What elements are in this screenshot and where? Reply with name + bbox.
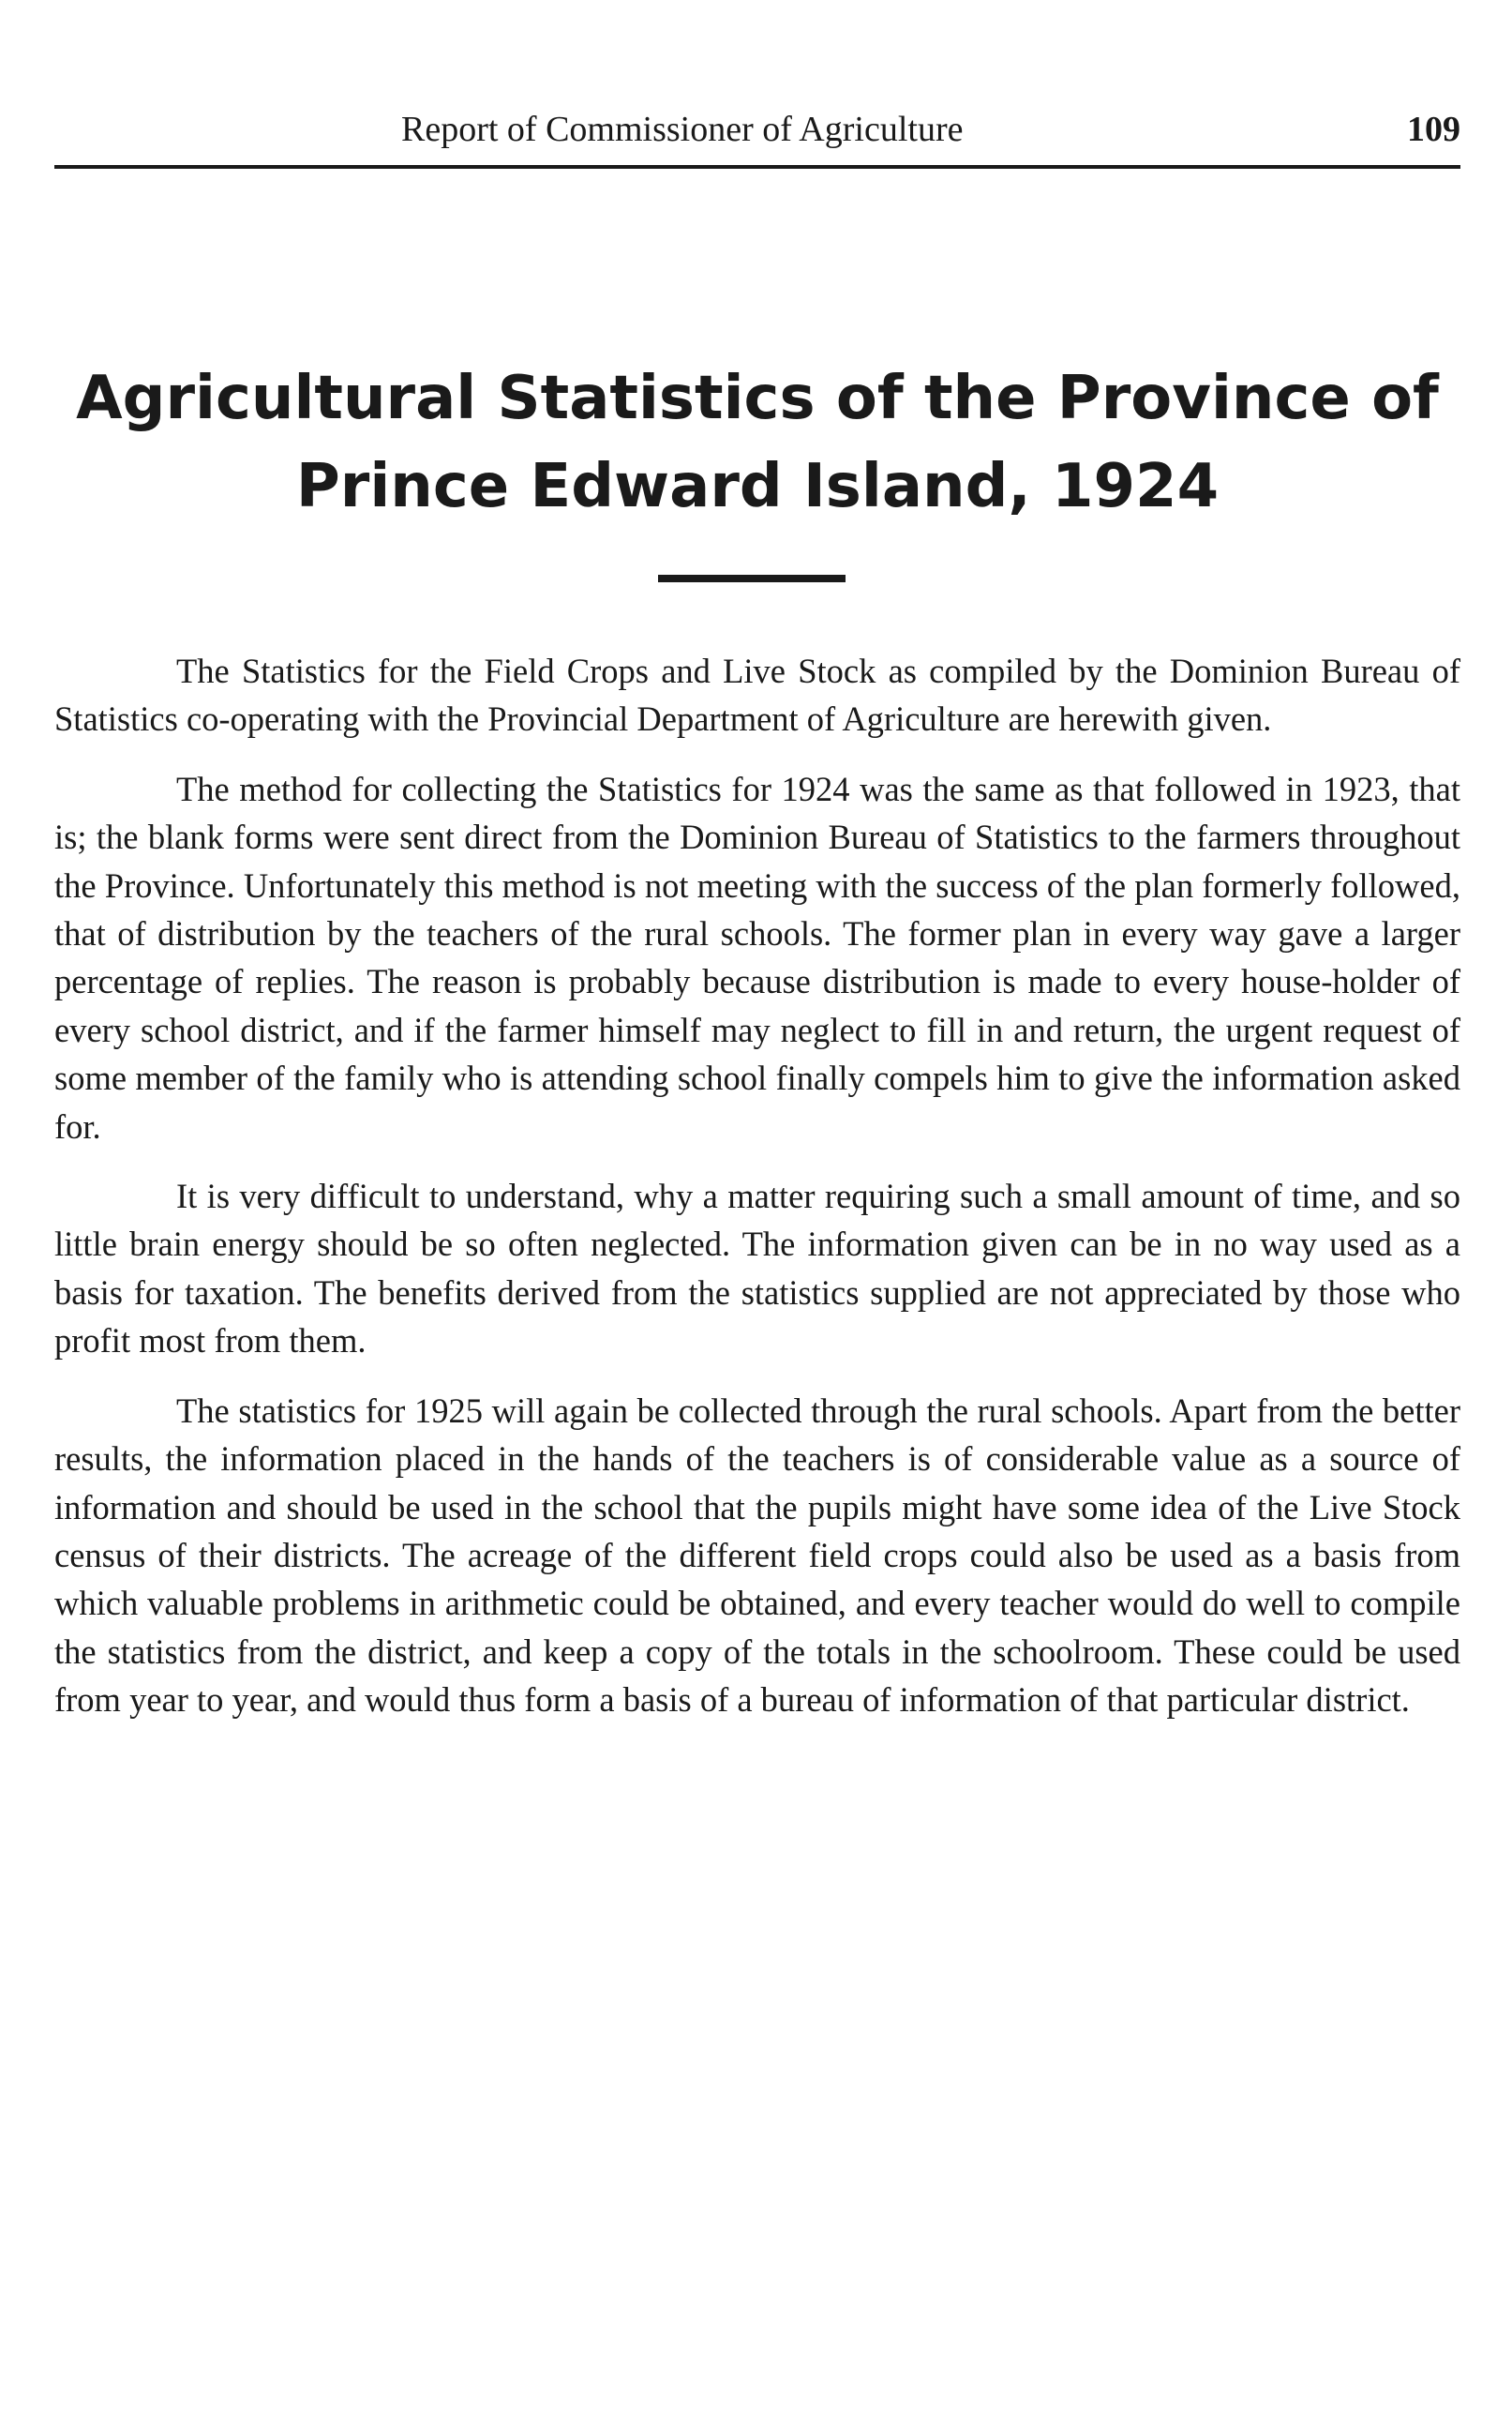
- paragraph-3: It is very difficult to understand, why a matter requiring such a small amount of time, and so little brain energy should be so often neglected. The information given can be in no way used as a basis for taxation. The benefits derived from the statistics supplied are not appreciated by those who profit most from them.: [54, 1177, 1460, 1361]
- title-line-2: Prince Edward Island, 1924: [295, 452, 1220, 521]
- title-divider: [658, 575, 846, 582]
- body-text: [54, 647, 1460, 1746]
- title-line-1: Agricultural Statistics of the Province of: [76, 364, 1439, 433]
- page-number: 109: [1407, 110, 1460, 149]
- page-title: [54, 354, 1460, 531]
- paragraph-1: The Statistics for the Field Crops and Live Stock as compiled by the Dominion Bureau of Statistics co-operating with the Provincial Department of Agriculture are herewith given.: [54, 652, 1460, 739]
- running-head: [54, 101, 1460, 158]
- paragraph-4: The statistics for 1925 will again be collected through the rural schools. Apart from the better results, the information placed in the hands of the teachers is of considerable value as a source of information and should be used in the school that the pupils might have some idea of the Live Stock census of their districts. The acreage of the different field crops could also be used as a basis from which valuable problems in arithmetic could be obtained, and every teacher would do well to compile the statistics from the district, and keep a copy of the totals in the schoolroom. These could be used from year to year, and would thus form a basis of a bureau of information of that particular district.: [54, 1391, 1460, 1720]
- running-head-title: Report of Commissioner of Agriculture: [401, 110, 964, 149]
- header-rule: [54, 165, 1460, 169]
- paragraph-2: The method for collecting the Statistics for 1924 was the same as that followed in 1923, that is; the blank forms were sent direct from the Dominion Bureau of Statistics to the farmers throughout the Province. Unfortunately this method is not meeting with the success of the plan formerly followed, that of distribution by the teachers of the rural schools. The former plan in every way gave a larger percentage of replies. The reason is probably because distribution is made to every house-holder of every school district, and if the farmer himself may neglect to fill in and return, the urgent request of some member of the family who is attending school finally compels him to give the information asked for.: [54, 769, 1460, 1146]
